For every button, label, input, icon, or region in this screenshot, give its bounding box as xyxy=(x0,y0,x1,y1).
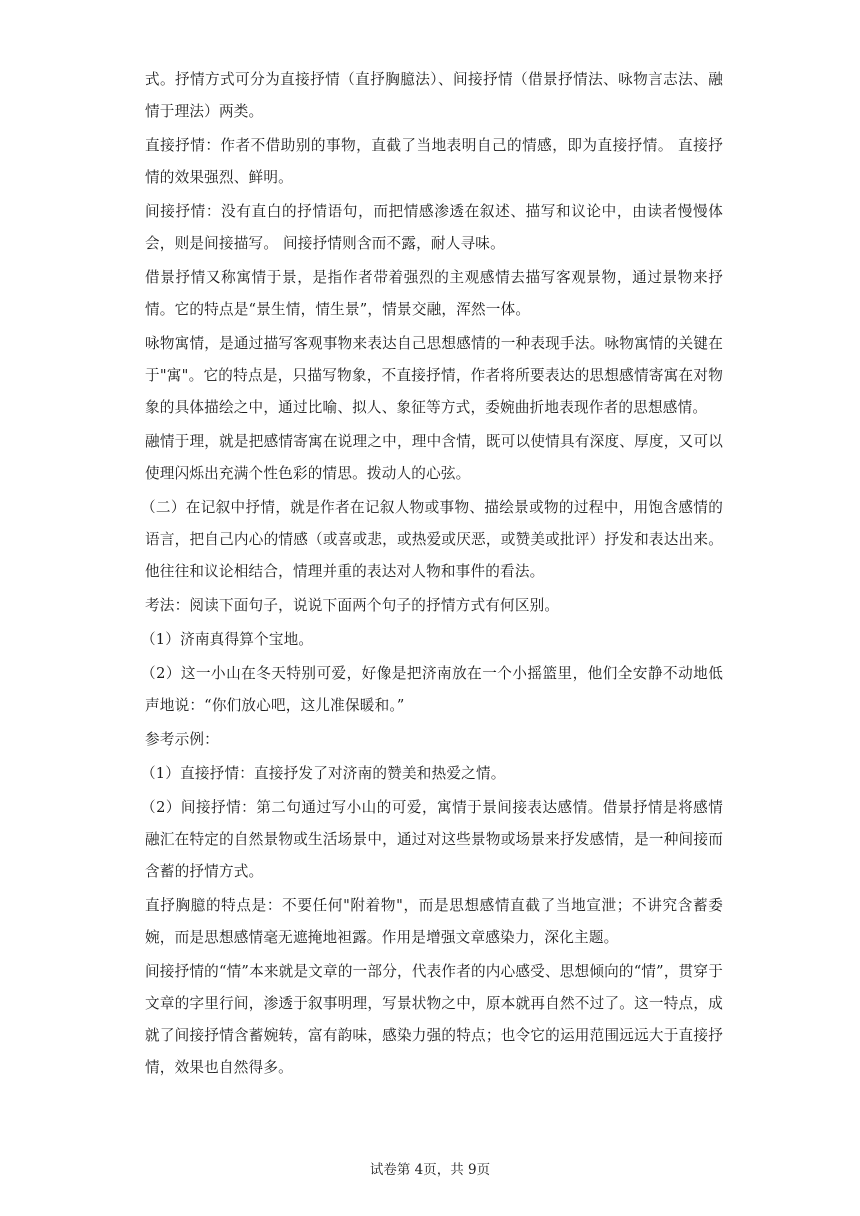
paragraph-reason-lyric: 融情于理，就是把感情寄寓在说理之中，理中含情，既可以使情具有深度、厚度，又可以使理闪烁出充满个性色彩的情思。拨动人的心弦。 xyxy=(145,433,723,482)
paragraph-object-lyric: 咏物寓情，是通过描写客观事物来表达自己思想感情的一种表现手法。咏物寓情的关键在于"寓"。它的特点是，只描写物象，不直接抒情，作者将所要表达的思想感情寄寓在对物象的具体描绘之中，通过比喻、拟人、象征等方式，委婉曲折地表现作者的思想感情。 xyxy=(145,335,723,416)
paragraph-sentence-1: （1）济南真得算个宝地。 xyxy=(141,631,314,648)
paragraph-method-types: 式。抒情方式可分为直接抒情（直抒胸臆法）、间接抒情（借景抒情法、咏物言志法、融情于理法）两类。 xyxy=(145,71,723,120)
paragraph-reference-heading: 参考示例： xyxy=(145,731,219,748)
page-footer: 试卷第 4页，共 9页 xyxy=(369,1162,491,1178)
paragraph-sentence-2: （2）这一小山在冬天特别可爱，好像是把济南放在一个小摇篮里，他们全安静不动地低声地说：“你们放心吧，这儿准保暖和。” xyxy=(141,665,723,714)
paragraph-narrative-lyric: （二）在记叙中抒情，就是作者在记叙人物或事物、描绘景或物的过程中，用饱含感情的语言，把自己内心的情感（或喜或悲，或热爱或厌恶，或赞美或批评）抒发和表达出来。 他往往和议论相结合，情理并重的表达对人物和事件的看法。 xyxy=(141,499,723,580)
document-body xyxy=(141,64,724,1086)
paragraph-indirect-features: 间接抒情的“情”本来就是文章的一部分，代表作者的内心感受、思想倾向的“情”，贯穿于文章的字里行间，渗透于叙事明理，写景状物之中，原本就再自然不过了。这一特点，成就了间接抒情含蓄婉转，富有韵味，感染力强的特点；也令它的运用范围远远大于直接抒情，效果也自然得多。 xyxy=(145,963,724,1076)
paragraph-direct-lyric: 直接抒情：作者不借助别的事物，直截了当地表明自己的情感，即为直接抒情。 直接抒情的效果强烈、鲜明。 xyxy=(145,137,723,186)
paragraph-indirect-lyric: 间接抒情：没有直白的抒情语句，而把情感渗透在叙述、描写和议论中，由读者慢慢体会，则是间接描写。 间接抒情则含而不露，耐人寻味。 xyxy=(145,203,723,252)
paragraph-scene-lyric: 借景抒情又称寓情于景，是指作者带着强烈的主观感情去描写客观景物，通过景物来抒情。它的特点是“景生情，情生景”，情景交融，浑然一体。 xyxy=(145,269,723,318)
paragraph-answer-2: （2）间接抒情：第二句通过写小山的可爱，寓情于景间接表达感情。借景抒情是将感情融汇在特定的自然景物或生活场景中，通过对这些景物或场景来抒发感情，是一种间接而含蓄的抒情方式。 xyxy=(141,799,723,880)
paragraph-exam-question: 考法：阅读下面句子，说说下面两个句子的抒情方式有何区别。 xyxy=(145,597,560,614)
paragraph-direct-features: 直抒胸臆的特点是：不要任何"附着物"，而是思想感情直截了当地宣泄；不讲究含蓄委婉，而是思想感情毫无遮掩地袒露。作用是增强文章感染力，深化主题。 xyxy=(145,897,723,946)
paragraph-answer-1: （1）直接抒情：直接抒发了对济南的赞美和热爱之情。 xyxy=(141,765,506,782)
